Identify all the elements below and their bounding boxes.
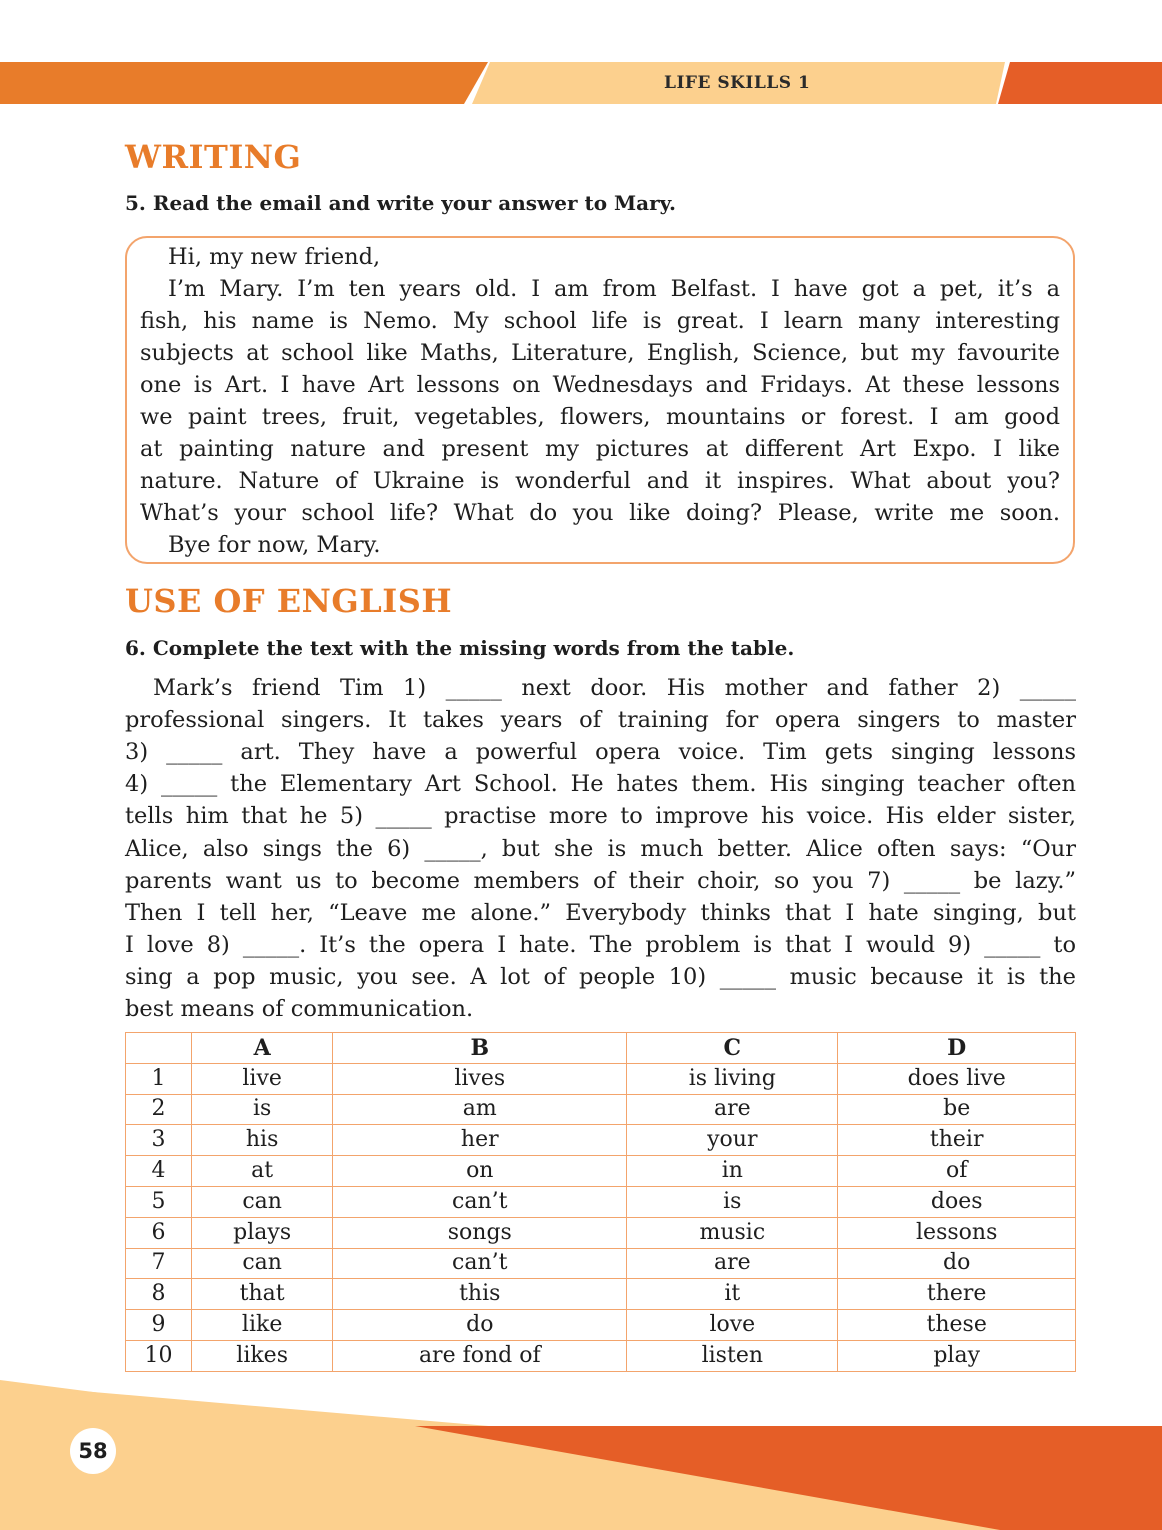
option-cell: love [627, 1310, 838, 1341]
option-cell: their [838, 1125, 1076, 1156]
header-cell-b: B [333, 1033, 627, 1064]
header-cell-d: D [838, 1033, 1076, 1064]
table-row [126, 1248, 1076, 1279]
row-number: 4 [126, 1156, 192, 1187]
option-cell: your [627, 1125, 838, 1156]
option-cell: do [838, 1248, 1076, 1279]
text-line: tells him that he 5) _____ practise more to improve his voice. His elder sister, [125, 803, 1076, 830]
option-cell: is [192, 1094, 333, 1125]
table-row [126, 1094, 1076, 1125]
option-cell: music [627, 1217, 838, 1248]
email-line: at painting nature and present my pictures at different Art Expo. I like [140, 436, 1060, 462]
option-cell: like [192, 1310, 333, 1341]
writing-title: WRITING [125, 138, 302, 176]
header-cell-a: A [192, 1033, 333, 1064]
table-row [126, 1063, 1076, 1094]
option-cell: on [333, 1156, 627, 1187]
option-cell: at [192, 1156, 333, 1187]
text-line: professional singers. It takes years of training for opera singers to master [125, 707, 1076, 734]
table-row [126, 1125, 1076, 1156]
row-number: 6 [126, 1217, 192, 1248]
use-of-english-title: USE OF ENGLISH [125, 582, 453, 620]
option-cell: it [627, 1279, 838, 1310]
table-row [126, 1186, 1076, 1217]
option-cell: listen [627, 1340, 838, 1371]
header-cell-blank [126, 1033, 192, 1064]
option-cell: do [333, 1310, 627, 1341]
row-number: 10 [126, 1340, 192, 1371]
option-cell: plays [192, 1217, 333, 1248]
option-cell: his [192, 1125, 333, 1156]
option-cell: does live [838, 1063, 1076, 1094]
text-line: sing a pop music, you see. A lot of people 10) _____ music because it is the [125, 963, 1076, 990]
option-cell: can [192, 1248, 333, 1279]
table-row [126, 1340, 1076, 1371]
options-table [125, 1032, 1076, 1372]
row-number: 5 [126, 1186, 192, 1217]
table-header-row [126, 1033, 1076, 1064]
table-row [126, 1310, 1076, 1341]
header-band [0, 60, 1162, 106]
email-line: What’s your school life? What do you like doing? Please, write me soon. [140, 500, 1060, 526]
email-line: one is Art. I have Art lessons on Wednesdays and Fridays. At these lessons [140, 372, 1060, 398]
option-cell: songs [333, 1217, 627, 1248]
footer-band [0, 1380, 1162, 1530]
text-line: Then I tell her, “Leave me alone.” Everybody thinks that I hate singing, but [125, 899, 1076, 926]
use-of-english-instruction: 6. Complete the text with the missing words from the table. [125, 636, 795, 660]
table-row [126, 1217, 1076, 1248]
email-line: nature. Nature of Ukraine is wonderful and it inspires. What about you? [140, 468, 1060, 494]
option-cell: can [192, 1186, 333, 1217]
header-label: LIFE SKILLS 1 [664, 73, 811, 93]
table-row [126, 1279, 1076, 1310]
option-cell: are [627, 1094, 838, 1125]
option-cell: can’t [333, 1186, 627, 1217]
option-cell: is living [627, 1063, 838, 1094]
row-number: 1 [126, 1063, 192, 1094]
option-cell: there [838, 1279, 1076, 1310]
option-cell: does [838, 1186, 1076, 1217]
row-number: 8 [126, 1279, 192, 1310]
email-line: subjects at school like Maths, Literature, English, Science, but my favourite [140, 340, 1060, 366]
option-cell: that [192, 1279, 333, 1310]
page-number: 58 [70, 1428, 116, 1474]
text-line: best means of communication. [125, 996, 474, 1022]
email-line: fish, his name is Nemo. My school life is great. I learn many interesting [140, 308, 1060, 334]
row-number: 7 [126, 1248, 192, 1279]
row-number: 2 [126, 1094, 192, 1125]
option-cell: is [627, 1186, 838, 1217]
row-number: 9 [126, 1310, 192, 1341]
table-row [126, 1156, 1076, 1187]
row-number: 3 [126, 1125, 192, 1156]
option-cell: her [333, 1125, 627, 1156]
option-cell: am [333, 1094, 627, 1125]
text-line: 4) _____ the Elementary Art School. He hates them. His singing teacher often [125, 771, 1076, 798]
option-cell: in [627, 1156, 838, 1187]
text-line: 3) _____ art. They have a powerful opera voice. Tim gets singing lessons [125, 739, 1076, 766]
header-cell-c: C [627, 1033, 838, 1064]
option-cell: are [627, 1248, 838, 1279]
option-cell: this [333, 1279, 627, 1310]
option-cell: lives [333, 1063, 627, 1094]
email-line: we paint trees, fruit, vegetables, flowers, mountains or forest. I am good [140, 404, 1060, 430]
option-cell: can’t [333, 1248, 627, 1279]
email-line: Hi, my new friend, [168, 244, 381, 270]
option-cell: be [838, 1094, 1076, 1125]
option-cell: lessons [838, 1217, 1076, 1248]
email-line: Bye for now, Mary. [168, 532, 381, 558]
text-line: Mark’s friend Tim 1) _____ next door. His mother and father 2) _____ [153, 675, 1076, 701]
text-line: Alice, also sings the 6) _____, but she is much better. Alice often says: “Our [125, 835, 1076, 862]
option-cell: of [838, 1156, 1076, 1187]
option-cell: these [838, 1310, 1076, 1341]
option-cell: live [192, 1063, 333, 1094]
email-line: I’m Mary. I’m ten years old. I am from Belfast. I have got a pet, it’s a [168, 276, 1060, 302]
option-cell: play [838, 1340, 1076, 1371]
option-cell: are fond of [333, 1340, 627, 1371]
writing-instruction: 5. Read the email and write your answer to Mary. [125, 191, 676, 215]
option-cell: likes [192, 1340, 333, 1371]
text-line: parents want us to become members of their choir, so you 7) _____ be lazy.” [125, 867, 1076, 894]
text-line: I love 8) _____. It’s the opera I hate. The problem is that I would 9) _____ to [125, 931, 1076, 958]
